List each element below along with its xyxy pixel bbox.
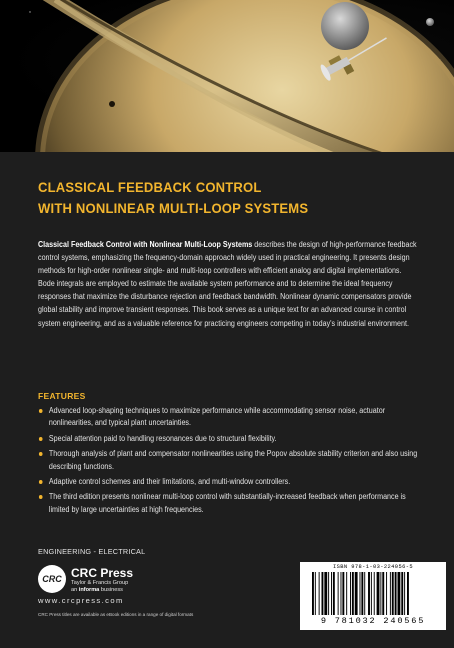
business-prefix: an [71, 587, 79, 593]
feature-text: The third edition presents nonlinear multi-loop control with substantially-increased feedback when performance is limited by large uncertainties at high frequencies. [48, 492, 406, 514]
barcode-bar [315, 572, 316, 615]
barcode-bar [341, 572, 342, 615]
bullet-icon [39, 452, 43, 456]
feature-item [38, 491, 418, 516]
publisher-name: CRC Press [71, 566, 134, 580]
barcode-bar [328, 572, 329, 615]
barcode-bar [368, 572, 370, 615]
title-line-2: WITH NONLINEAR MULTI-LOOP SYSTEMS [38, 201, 309, 217]
book-title [38, 178, 406, 220]
ebook-footnote: CRC Press titles are available as eBook editions in a range of digital formats [38, 612, 194, 617]
barcode-bar [380, 572, 381, 615]
isbn-barcode [300, 562, 446, 630]
barcode-bar [401, 572, 403, 615]
feature-text: Special attention paid to handling resonances due to structural flexibility. [48, 433, 277, 443]
barcode-bar [386, 572, 387, 615]
barcode-bar [319, 572, 320, 615]
barcode-bar [312, 572, 314, 615]
barcode-bar [390, 572, 391, 615]
crc-logo-icon: CRC [38, 565, 66, 593]
barcode-bar [350, 572, 351, 615]
barcode-bar [407, 572, 409, 615]
barcode-bar [395, 572, 397, 615]
barcode-bar [338, 572, 339, 615]
feature-text: Adaptive control schemes and their limitations, and multi-window controllers. [48, 477, 291, 487]
barcode-bar [342, 572, 344, 615]
saturn-cassini-artwork [0, 0, 454, 152]
feature-item [38, 476, 418, 488]
isbn-label: ISBN 978-1-03-224056-5 [333, 564, 413, 570]
barcode-bar [398, 572, 401, 615]
description-bold-lead: Classical Feedback Control with Nonlinear Multi-Loop Systems [38, 240, 253, 249]
barcode-bar [404, 572, 405, 615]
feature-text: Advanced loop-shaping techniques to maximize performance while accommodating sensor noise, actuator nonlinearities, and typical plant uncertainties. [48, 406, 386, 428]
feature-text: Thorough analysis of plant and compensator nonlinearities using the Popov absolute stability criterion and also using describing functions. [48, 449, 418, 471]
bullet-icon [39, 437, 43, 441]
barcode-bar [392, 572, 394, 615]
barcode-bar [364, 572, 365, 615]
bullet-icon [39, 480, 43, 484]
barcode-digits: 9 781032 240565 [320, 616, 426, 626]
business-name: informa [78, 587, 100, 593]
feature-item [38, 405, 418, 430]
barcode-bar [352, 572, 354, 615]
barcode-bar [331, 572, 332, 615]
barcode-bar [361, 572, 363, 615]
barcode-bar [360, 572, 361, 615]
barcode-bar [382, 572, 384, 615]
bullet-icon [39, 495, 43, 499]
subject-category: ENGINEERING - ELECTRICAL [38, 547, 146, 556]
publisher-website: www.crcpress.com [38, 596, 124, 605]
space-scene-illustration [0, 0, 454, 152]
barcode-bar [355, 572, 358, 615]
barcode-bar [371, 572, 372, 615]
book-description [38, 238, 418, 330]
title-line-1: CLASSICAL FEEDBACK CONTROL [38, 180, 262, 196]
features-heading: FEATURES [38, 391, 86, 401]
barcode-bar [374, 572, 375, 615]
publisher-business-line [71, 587, 123, 593]
feature-item [38, 433, 418, 445]
barcode-bar [333, 572, 335, 615]
publisher-group: Taylor & Francis Group [71, 580, 129, 586]
barcode-bar [324, 572, 327, 615]
business-suffix: business [99, 587, 123, 593]
bullet-icon [39, 409, 43, 413]
barcode-bar [377, 572, 380, 615]
feature-item [38, 448, 418, 473]
features-list [38, 405, 418, 519]
barcode-bar [322, 572, 324, 615]
description-body: describes the design of high-performance feedback control systems, emphasizing the frequency-domain approach widely used in practical engineering. It presents design methods for high-order nonlinear single- and multi-loop controllers with efficient analog and digital implementations. Bode integrals are employed to estimate the available system performance and to determine the ideal frequency responses that maximize the disturbance rejection and feedback bandwidth. Nonlinear dynamic compensators provide global stability and improve transient responses. This book serves as a unique text for an advanced course in control system engineering, and as a valuable reference for practicing engineers competing in today's industrial environment. [38, 240, 417, 328]
barcode-bar [346, 572, 347, 615]
